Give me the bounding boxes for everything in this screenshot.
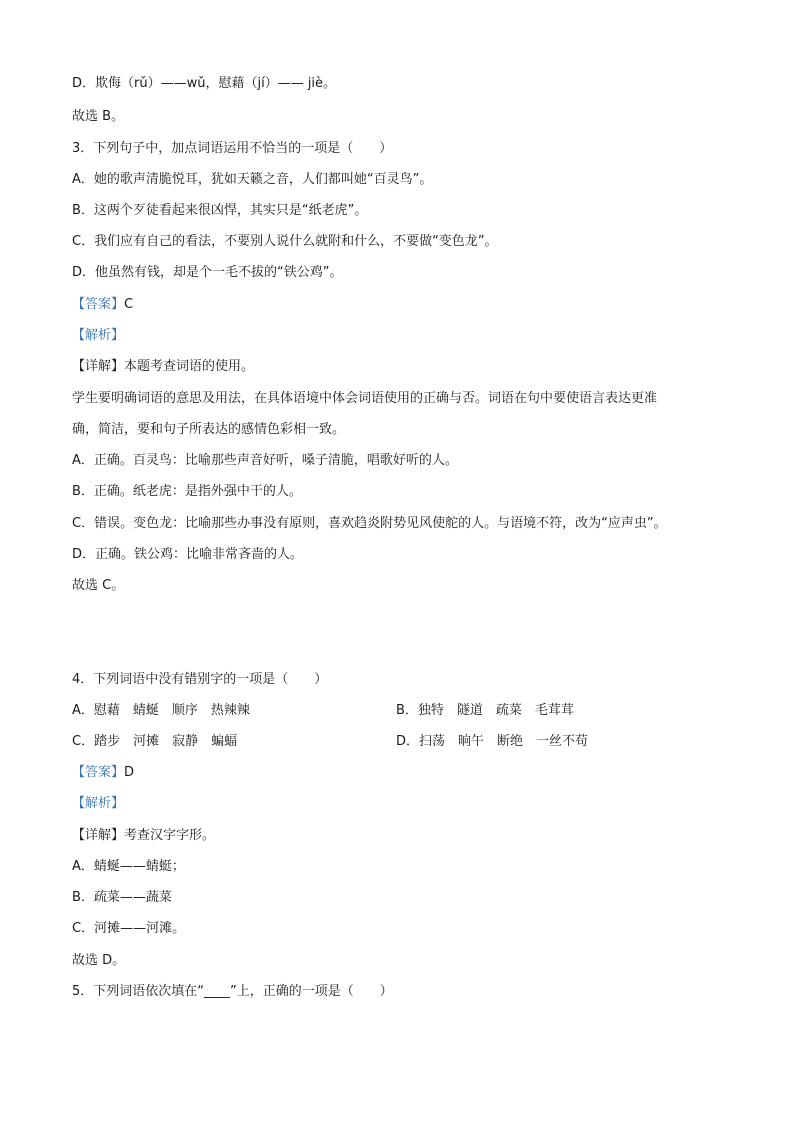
q4-options-row-2 [72,732,732,752]
q4-detail-text: 考查汉字字形。 [124,828,216,843]
q3-para-line1: 学生要明确词语的意思及用法，在具体语境中体会词语使用的正确与否。词语在句中要使语言表达更准 [72,391,658,406]
q3-explain-a: A．正确。百灵鸟：比喻那些声音好听，嗓子清脆，唱歌好听的人。 [72,453,458,468]
q4-option-d: D．扫荡 晌午 断绝 一丝不苟 [396,734,589,749]
q3-detail-tag: 【详解】 [72,359,125,374]
q4-correction-c: C．河摊——河滩。 [72,921,186,936]
q3-answer-tag: 【答案】 [72,297,125,312]
q4-analysis-label: 【解析】 [72,796,125,811]
q4-analysis-tag [72,794,124,814]
q5-stem: 5．下列词语依次填在“____”上，正确的一项是（ ） [72,984,393,999]
q3-explain-b: B．正确。纸老虎：是指外强中干的人。 [72,484,302,499]
q4-option-b: B．独特 隧道 疏菜 毛茸茸 [396,703,574,718]
q4-correction-b: B．疏菜——蔬菜 [72,890,172,905]
q4-choose: 故选 D。 [72,953,126,968]
q3-option-c: C．我们应有自己的看法，不要别人说什么就附和什么，不要做“变色龙”。 [72,234,498,249]
q3-analysis-label: 【解析】 [72,328,125,343]
q3-para-line2: 确，简洁，要和句子所表达的感情色彩相一致。 [72,422,346,437]
prev-choose: 故选 B。 [72,109,125,124]
q4-detail-tag: 【详解】 [72,828,125,843]
q4-detail [72,826,215,846]
q3-answer [72,295,133,315]
q3-choose: 故选 C。 [72,578,125,593]
q4-correction-a: A．蜻蜒——蜻蜓； [72,859,185,874]
q3-stem: 3．下列句子中，加点词语运用不恰当的一项是（ ） [72,141,393,156]
q3-option-a: A．她的歌声清脆悦耳，犹如天籁之音，人们都叫她“百灵鸟”。 [72,172,433,187]
q3-detail [72,357,254,377]
q3-answer-value: C [124,297,134,312]
q3-explain-c: C．错误。变色龙：比喻那些办事没有原则，喜欢趋炎附势见风使舵的人。与语境不符，改为“应声虫”。 [72,516,667,531]
q3-option-d: D．他虽然有钱，却是个一毛不拔的“铁公鸡”。 [72,265,343,280]
q4-answer [72,763,134,783]
prev-option-d: D．欺侮（rǔ）——wǔ，慰藉（jí）—— jiè。 [72,76,337,91]
q3-explain-d: D．正确。铁公鸡：比喻非常吝啬的人。 [72,547,304,562]
q3-analysis-tag [72,326,124,346]
q4-option-c: C．踏步 河摊 寂静 蝙蝠 [72,734,238,749]
q4-answer-tag: 【答案】 [72,765,125,780]
q4-options-row-1 [72,701,732,721]
q4-option-a: A．慰藉 蜻蜒 顺序 热辣辣 [72,703,250,718]
q3-detail-text: 本题考查词语的使用。 [124,359,255,374]
q4-stem: 4．下列词语中没有错别字的一项是（ ） [72,672,328,687]
q4-answer-value: D [124,765,135,780]
q3-option-b: B．这两个歹徒看起来很凶悍，其实只是“纸老虎”。 [72,203,368,218]
